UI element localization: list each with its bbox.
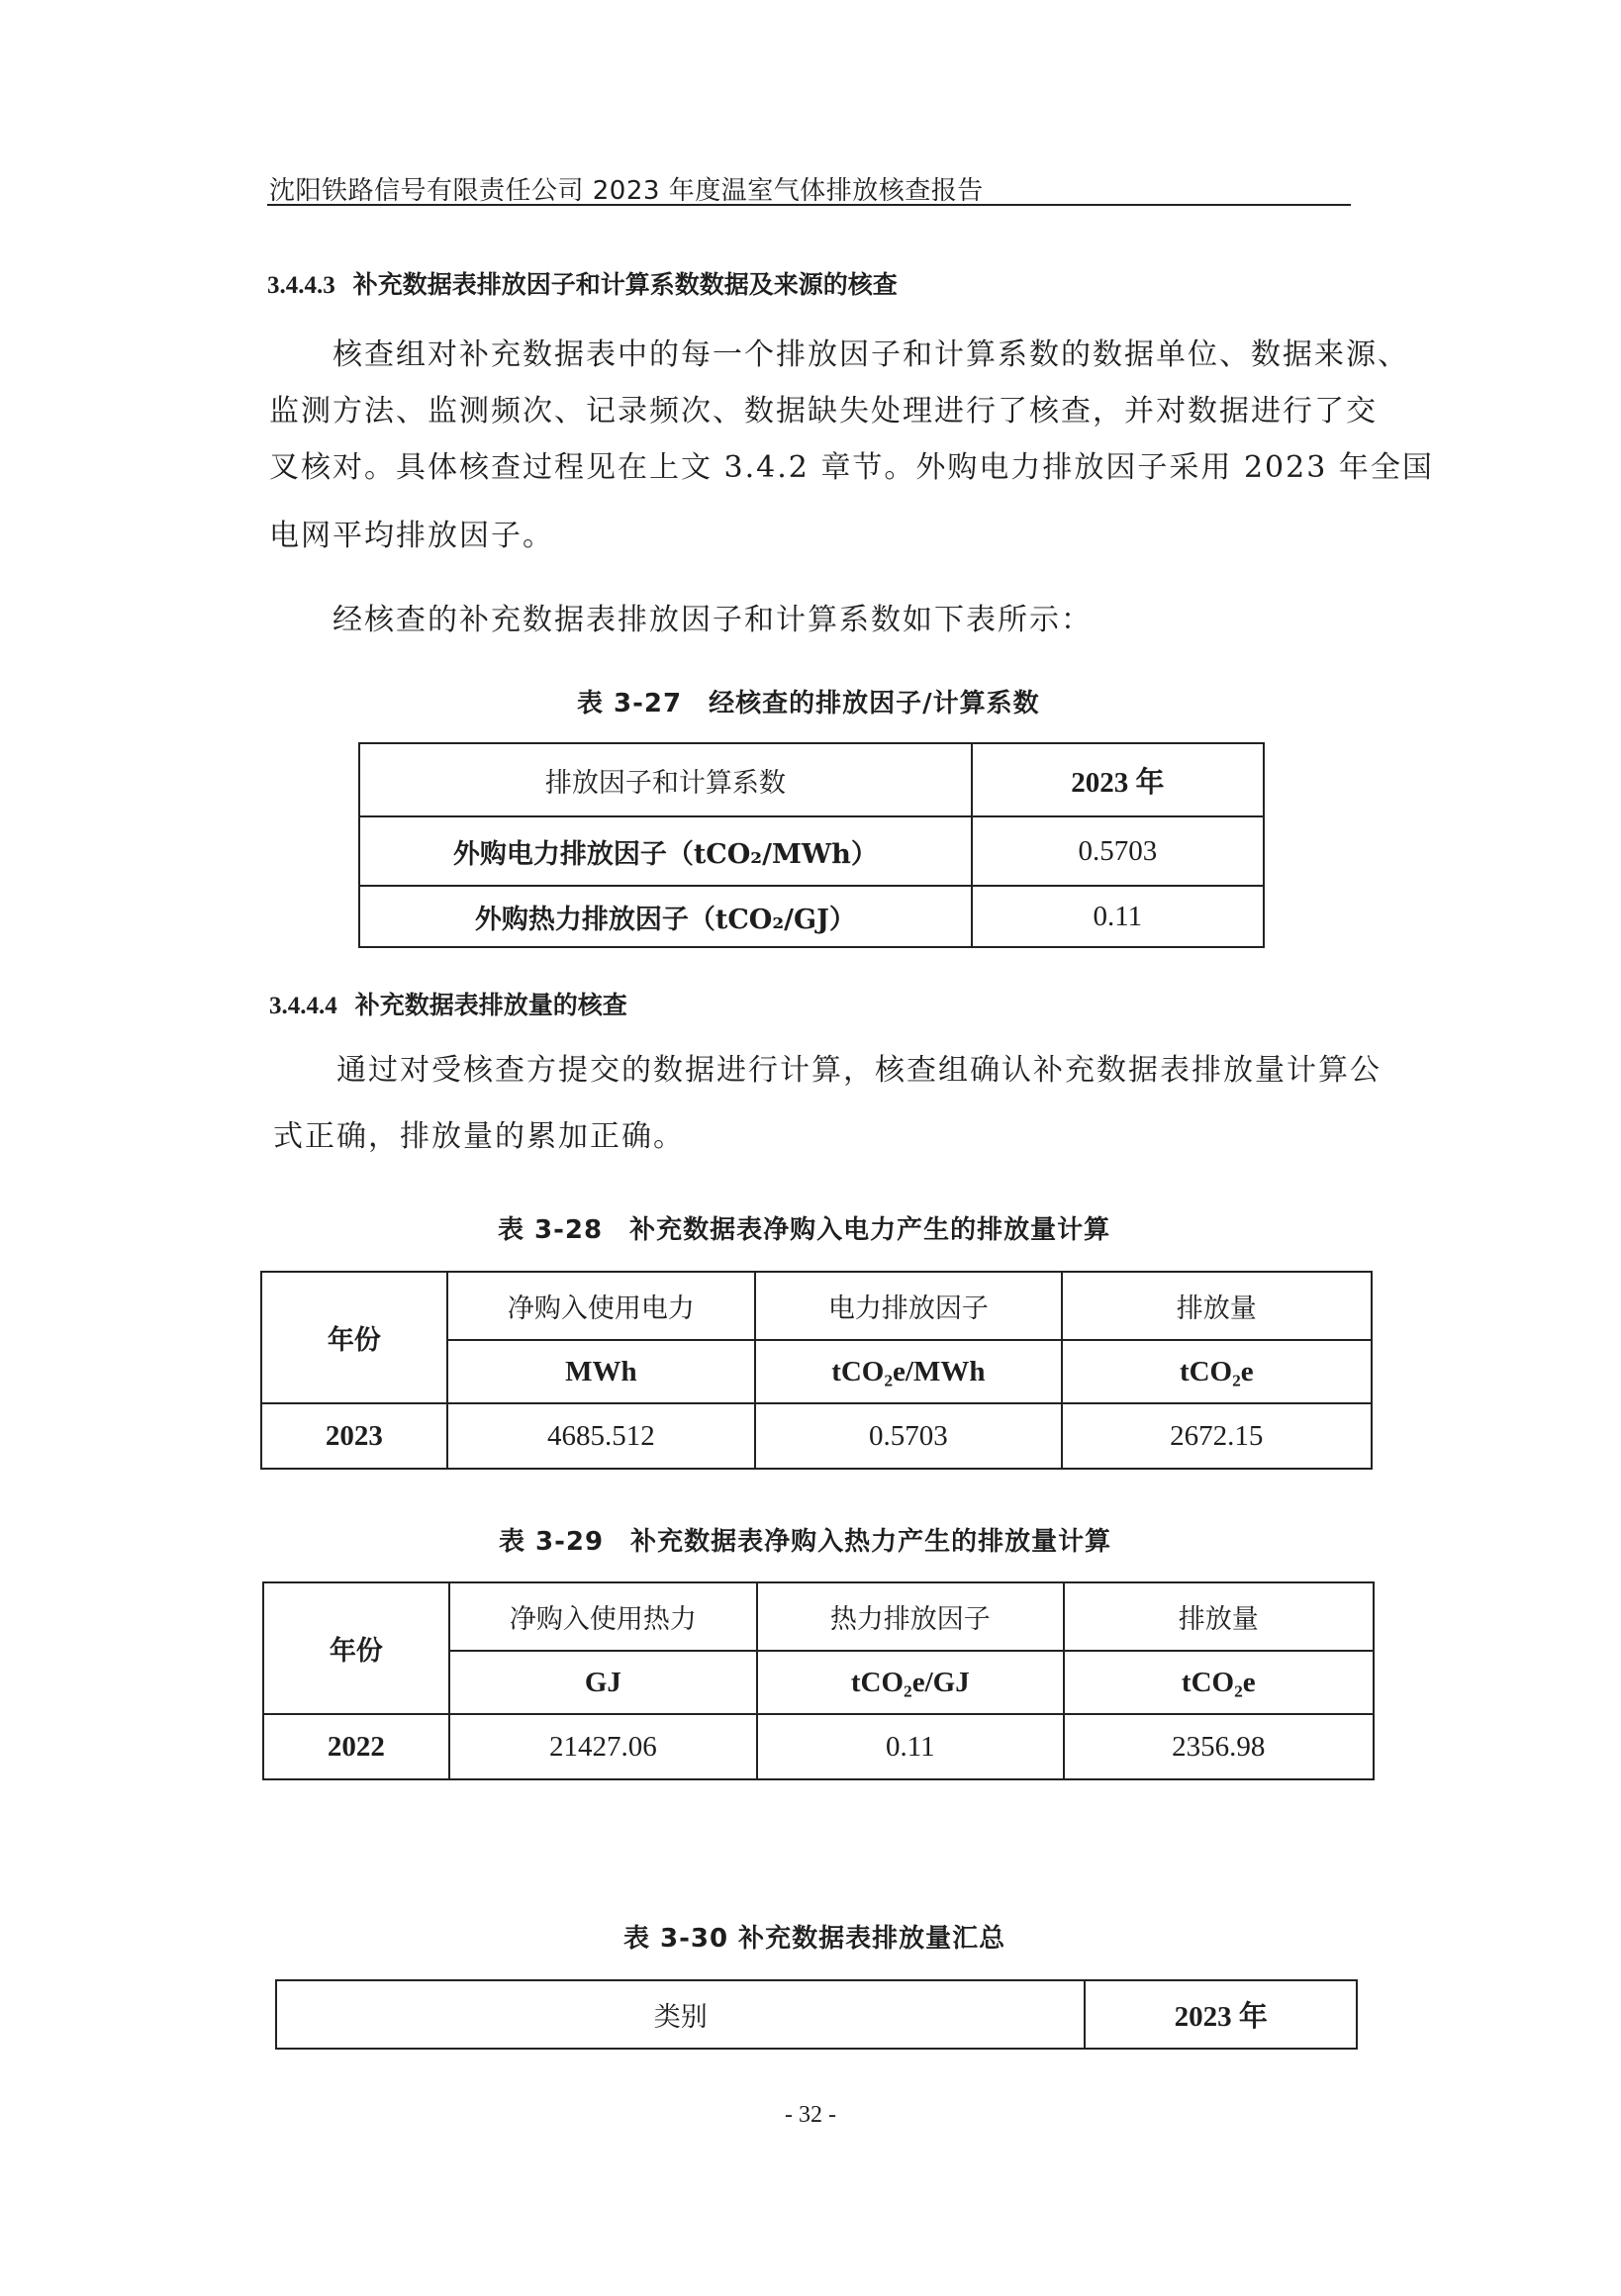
paragraph-line: 叉核对。具体核查过程见在上文 3.4.2 章节。外购电力排放因子采用 2023 年全国 (269, 450, 1434, 485)
paragraph-line: 核查组对补充数据表中的每一个排放因子和计算系数的数据单位、数据来源、 (333, 337, 1409, 372)
value-cell: 21427.06 (449, 1714, 757, 1779)
unit-cell: tCO₂e/GJ (757, 1651, 1063, 1714)
header-cell: 2023 年 (972, 743, 1264, 816)
table-row (263, 1714, 1374, 1779)
table-header-row (276, 1980, 1357, 2049)
section-title: 补充数据表排放因子和计算系数数据及来源的核查 (352, 270, 898, 299)
header-cell: 2023 年 (1085, 1980, 1357, 2049)
value-cell: 2356.98 (1064, 1714, 1374, 1779)
header-cell: 电力排放因子 (755, 1272, 1062, 1340)
value-cell: 0.5703 (755, 1403, 1062, 1469)
header-cell: 热力排放因子 (757, 1582, 1063, 1651)
section-heading-3444 (269, 986, 627, 1021)
table-caption-3-27: 表 3-27 经核查的排放因子/计算系数 (577, 689, 1040, 718)
table-3-27 (358, 742, 1265, 948)
header-rule (267, 204, 1351, 206)
year-cell: 2022 (263, 1714, 449, 1779)
year-header-cell: 年份 (261, 1272, 447, 1403)
table-header-row (263, 1582, 1374, 1651)
table-row (359, 886, 1264, 947)
header-cell: 净购入使用热力 (449, 1582, 757, 1651)
table-caption-3-28: 表 3-28 补充数据表净购入电力产生的排放量计算 (498, 1215, 1111, 1245)
paragraph-line: 监测方法、监测频次、记录频次、数据缺失处理进行了核查，并对数据进行了交 (269, 394, 1378, 429)
factor-name-cell: 外购电力排放因子（tCO₂/MWh） (359, 816, 972, 886)
table-row (261, 1403, 1372, 1469)
value-cell: 2672.15 (1062, 1403, 1372, 1469)
page-number: - 32 - (785, 2102, 836, 2128)
paragraph-line: 通过对受核查方提交的数据进行计算，核查组确认补充数据表排放量计算公 (336, 1053, 1382, 1088)
unit-cell: MWh (447, 1340, 755, 1403)
paragraph-line: 电网平均排放因子。 (269, 519, 554, 553)
header-cell: 排放因子和计算系数 (359, 743, 972, 816)
paragraph-line: 式正确，排放量的累加正确。 (273, 1119, 685, 1154)
unit-cell: tCO₂e/MWh (755, 1340, 1062, 1403)
table-header-row (359, 743, 1264, 816)
running-header: 沈阳铁路信号有限责任公司 2023 年度温室气体排放核查报告 (269, 176, 984, 206)
year-cell: 2023 (261, 1403, 447, 1469)
year-header-cell: 年份 (263, 1582, 449, 1714)
table-3-29 (262, 1581, 1375, 1780)
table-caption-3-29: 表 3-29 补充数据表净购入热力产生的排放量计算 (499, 1527, 1112, 1557)
header-cell: 净购入使用电力 (447, 1272, 755, 1340)
table-3-28 (260, 1271, 1373, 1470)
table-header-row (261, 1272, 1372, 1340)
header-cell: 排放量 (1062, 1272, 1372, 1340)
unit-cell: tCO₂e (1064, 1651, 1374, 1714)
paragraph-intro: 经核查的补充数据表排放因子和计算系数如下表所示： (333, 603, 1093, 637)
table-3-30 (275, 1979, 1358, 2050)
value-cell: 0.11 (757, 1714, 1063, 1779)
unit-cell: GJ (449, 1651, 757, 1714)
table-row (359, 816, 1264, 886)
section-heading-3443 (267, 265, 898, 301)
value-cell: 4685.512 (447, 1403, 755, 1469)
header-cell: 排放量 (1064, 1582, 1374, 1651)
unit-cell: tCO₂e (1062, 1340, 1372, 1403)
section-number: 3.4.4.4 (269, 993, 337, 1019)
section-number: 3.4.4.3 (267, 272, 335, 299)
factor-value-cell: 0.5703 (972, 816, 1264, 886)
table-caption-3-30: 表 3-30 补充数据表排放量汇总 (623, 1924, 1006, 1954)
factor-value-cell: 0.11 (972, 886, 1264, 947)
section-title: 补充数据表排放量的核查 (354, 991, 627, 1019)
factor-name-cell: 外购热力排放因子（tCO₂/GJ） (359, 886, 972, 947)
header-cell: 类别 (276, 1980, 1085, 2049)
